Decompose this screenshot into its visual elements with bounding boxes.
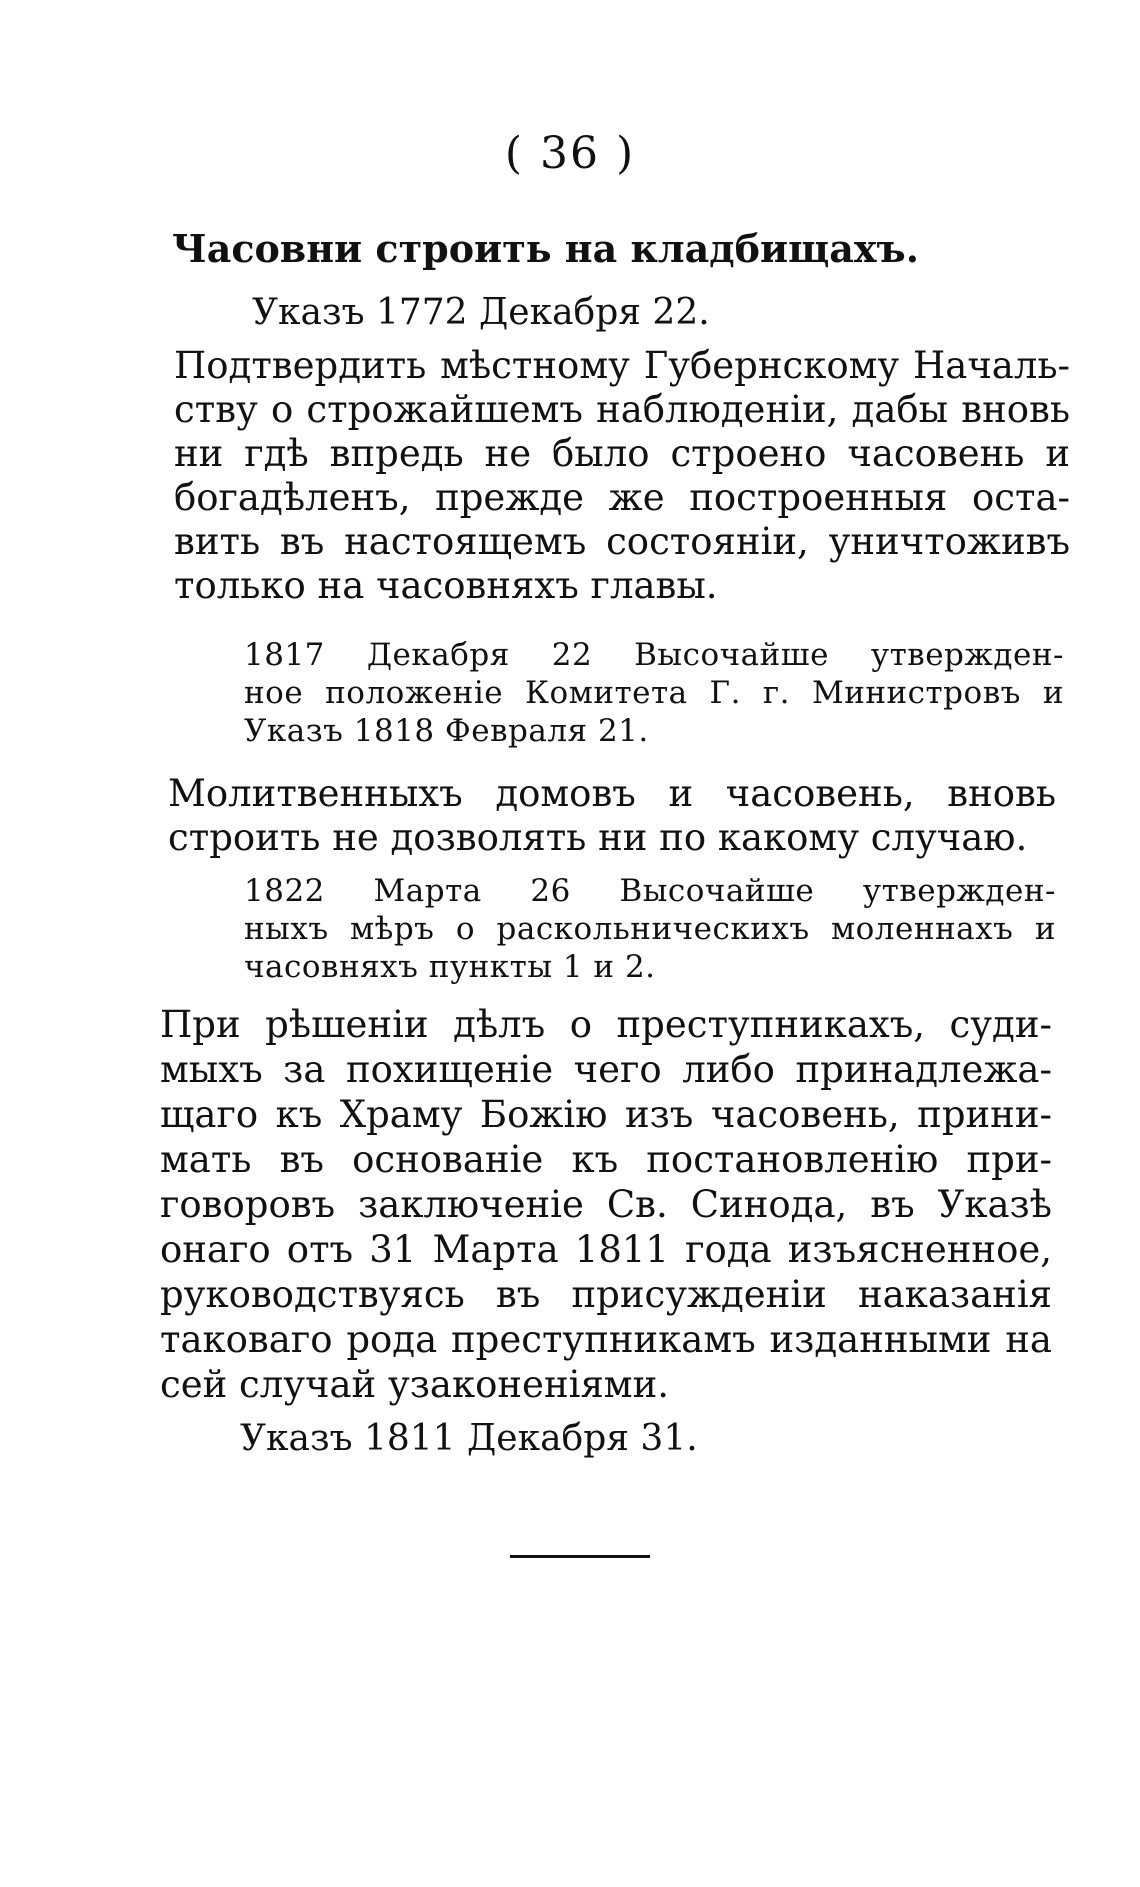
note-line: 1817 Декабря 22 Высочайше утвержден-	[244, 637, 1064, 673]
decree-note	[244, 872, 1056, 986]
section-heading: Часовни строить на кладбищахъ.	[172, 226, 919, 271]
text-line: Молитвенныхъ домовъ и часовень, вновь	[168, 772, 1056, 815]
decree-note	[244, 636, 1064, 750]
text-line: говоровъ заключеніе Св. Синода, въ Указѣ	[160, 1183, 1052, 1226]
text-line: ни гдѣ впредь не было строено часовень и	[174, 432, 1070, 475]
text-line: мыхъ за похищеніе чего либо принадлежа-	[160, 1048, 1052, 1091]
note-line: Указъ 1818 Февраля 21.	[244, 713, 649, 749]
text-line: ству о строжайшемъ наблюденіи, дабы вновь	[174, 388, 1070, 431]
paragraph	[160, 1002, 1052, 1407]
decree-reference: Указъ 1811 Декабря 31.	[240, 1418, 698, 1459]
note-line: 1822 Марта 26 Высочайше утвержден-	[244, 873, 1056, 909]
text-line: таковаго рода преступникамъ изданными на	[160, 1318, 1052, 1361]
text-line: Подтвердить мѣстному Губернскому Началь-	[174, 344, 1070, 387]
text-line: онаго отъ 31 Марта 1811 года изъясненное,	[160, 1228, 1052, 1271]
text-line: вить въ настоящемъ состояніи, уничтоживъ	[174, 520, 1070, 563]
text-line: щаго къ Храму Божію изъ часовень, прини-	[160, 1093, 1052, 1136]
text-line: только на часовняхъ главы.	[174, 564, 718, 607]
text-line: руководствуясь въ присужденіи наказанія	[160, 1273, 1052, 1316]
text-line: сей случай узаконеніями.	[160, 1363, 669, 1406]
text-line: мать въ основаніе къ постановленію при-	[160, 1138, 1052, 1181]
note-line: ное положеніе Комитета Г. г. Министровъ и	[244, 675, 1064, 711]
note-line: ныхъ мѣръ о раскольническихъ моленнахъ и	[244, 911, 1056, 947]
text-line: При рѣшеніи дѣлъ о преступникахъ, суди-	[160, 1003, 1052, 1046]
page-number: ( 36 )	[504, 128, 636, 179]
decree-reference: Указъ 1772 Декабря 22.	[252, 292, 710, 333]
paragraph	[168, 772, 1056, 860]
text-line: строить не дозволять ни по какому случаю.	[168, 816, 1028, 859]
paragraph	[174, 344, 1070, 608]
text-line: богадѣленъ, прежде же построенныя оста-	[174, 476, 1070, 519]
end-rule	[510, 1555, 650, 1558]
note-line: часовняхъ пункты 1 и 2.	[244, 949, 656, 985]
